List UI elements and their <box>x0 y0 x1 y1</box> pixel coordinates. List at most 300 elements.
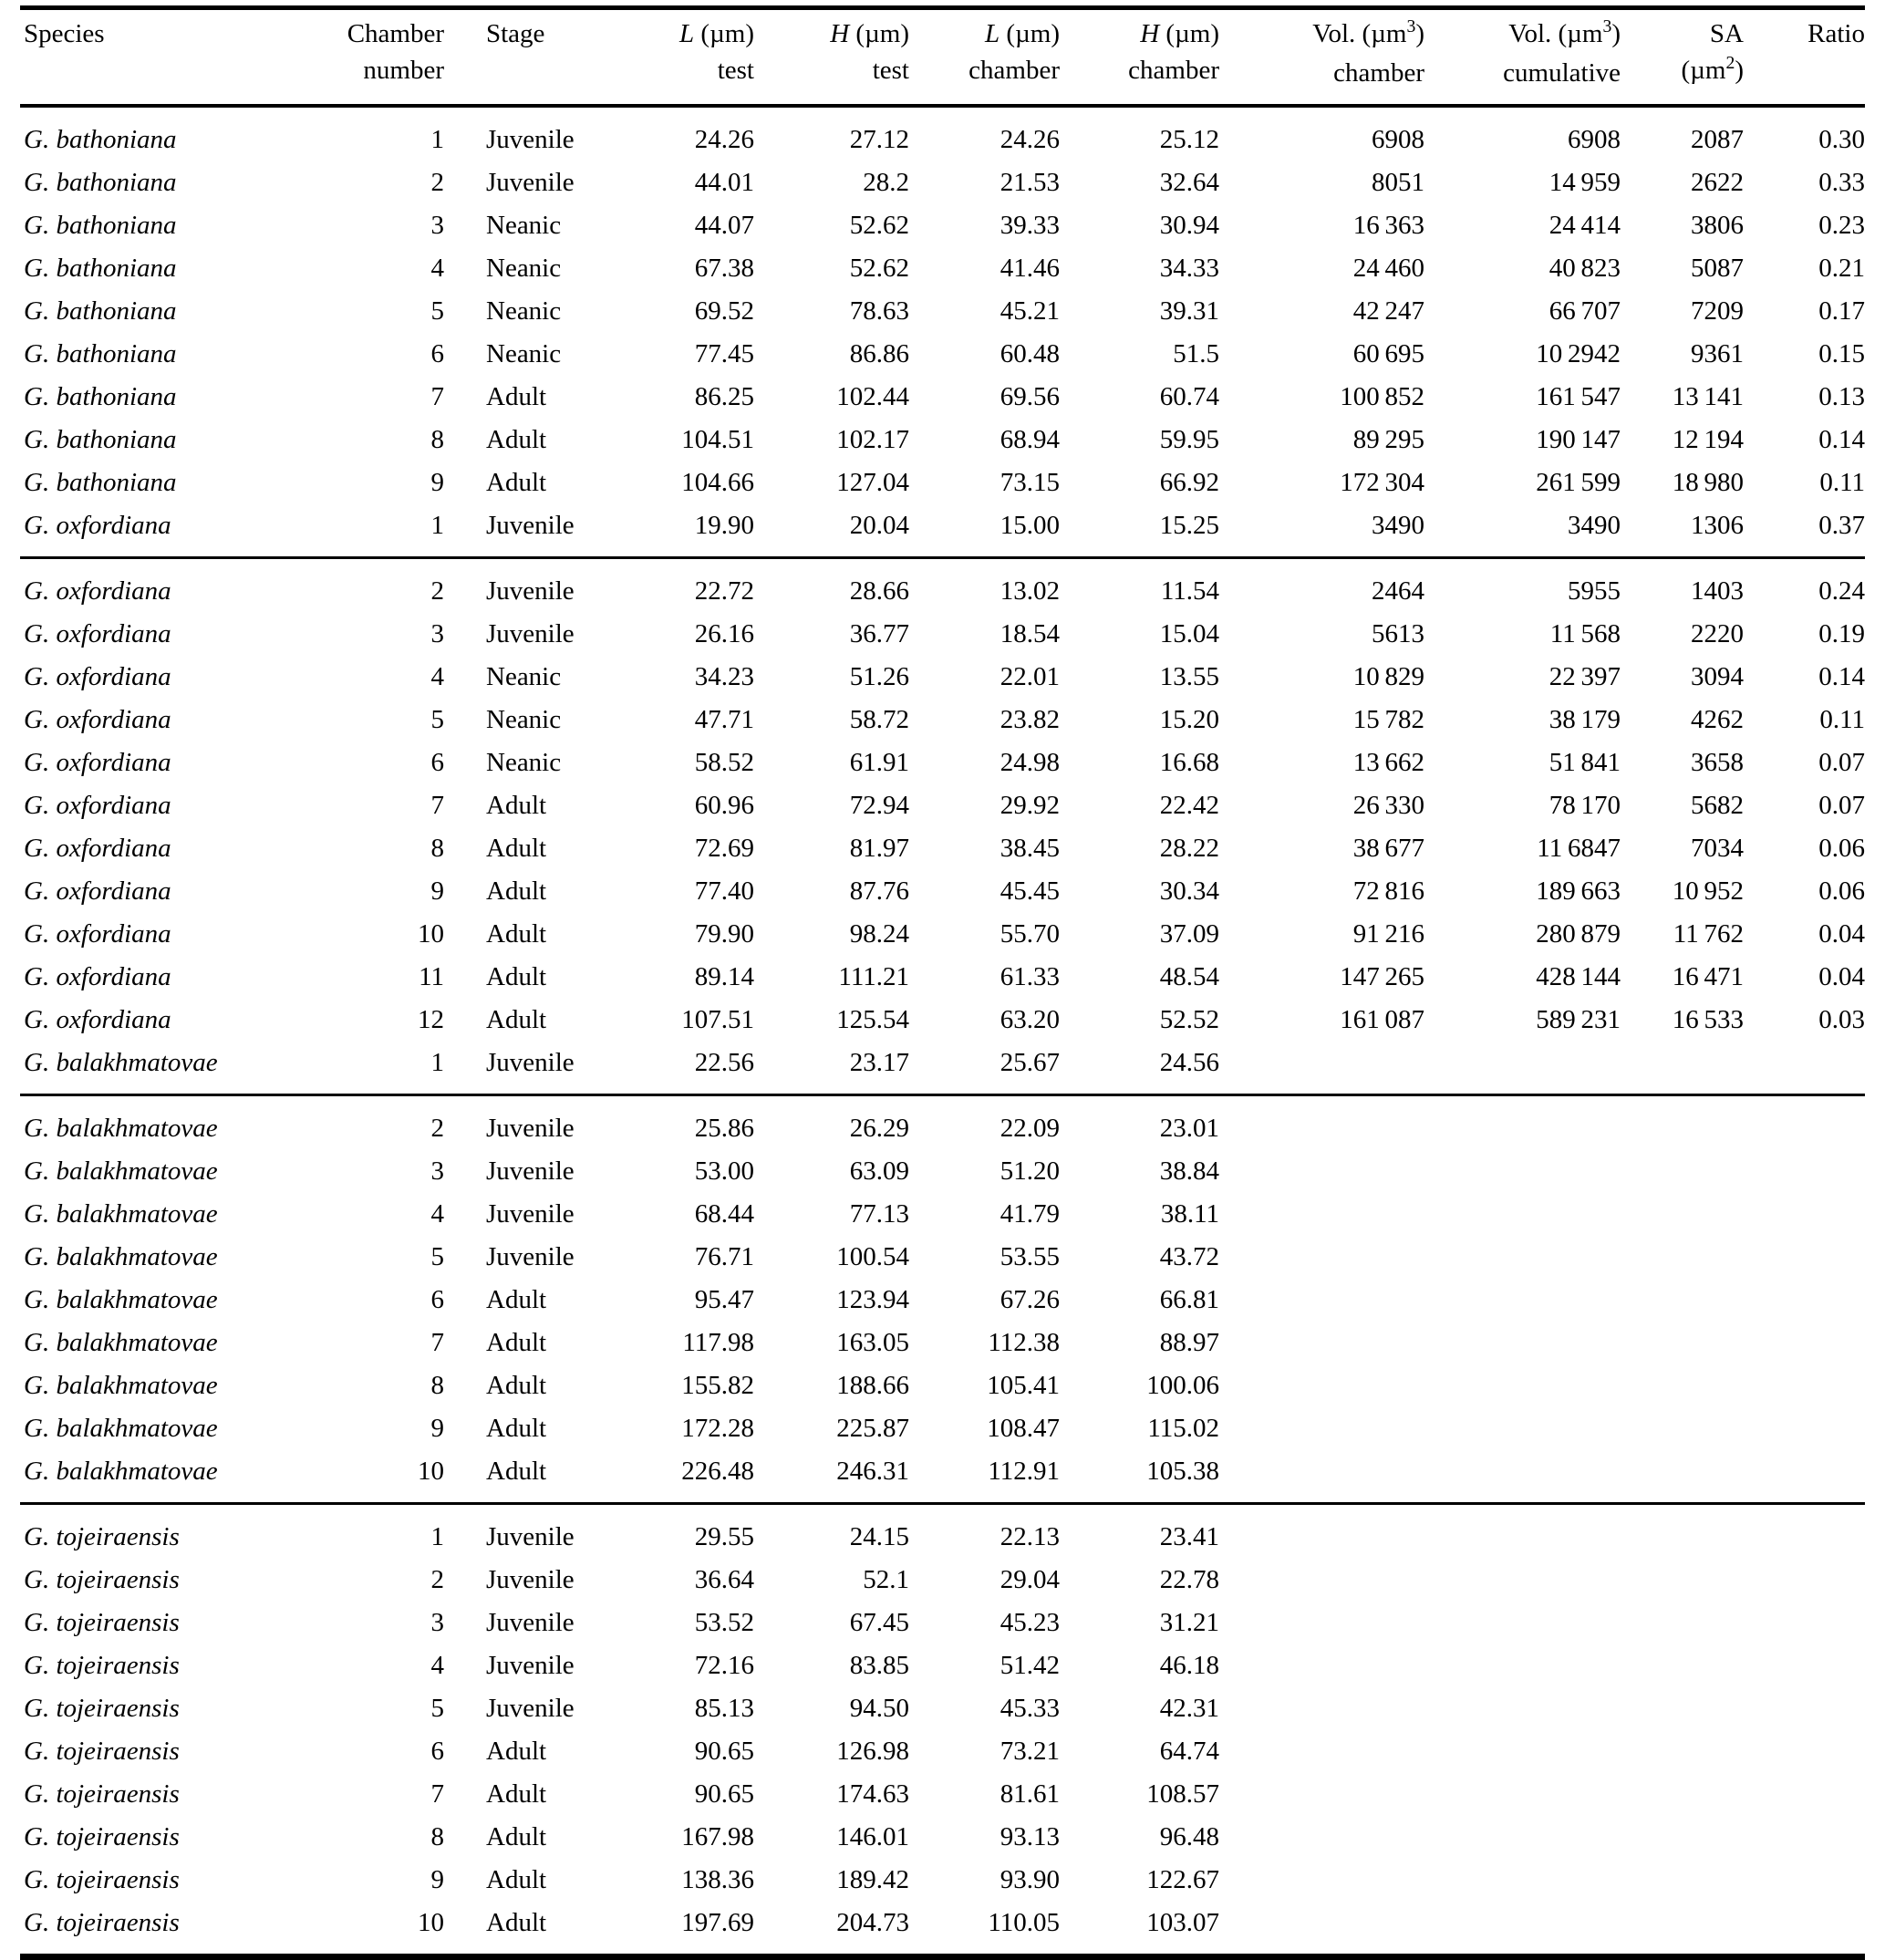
cell-species: G. oxfordiana <box>24 919 171 949</box>
table-section-2 <box>20 558 1865 1095</box>
cell-vol-cumulative <box>1424 1602 1621 1644</box>
table-row <box>20 699 1865 741</box>
cell-vol-cumulative <box>1424 1450 1621 1504</box>
cell-sa: 2087 <box>1691 125 1744 154</box>
cell-l-chamber: 93.90 <box>999 1865 1060 1894</box>
cell-h-chamber: 48.54 <box>1159 962 1219 991</box>
cell-l-test: 90.65 <box>694 1779 754 1809</box>
cell-stage: Adult <box>486 1371 547 1400</box>
cell-l-test: 85.13 <box>694 1694 754 1723</box>
cell-sa: 16 533 <box>1672 1005 1744 1034</box>
column-header-line: SA <box>1709 19 1744 48</box>
cell-sa <box>1621 1193 1744 1236</box>
cell-l-test: 76.71 <box>694 1242 754 1271</box>
cell-l-test: 60.96 <box>694 791 754 820</box>
cell-chamber-number: 2 <box>430 1114 444 1143</box>
column-header-l-chamber <box>909 8 1060 107</box>
cell-species: G. oxfordiana <box>24 662 171 691</box>
cell-species: G. balakhmatovae <box>24 1371 218 1400</box>
cell-sa <box>1621 1279 1744 1322</box>
cell-h-test: 58.72 <box>849 705 909 734</box>
cell-ratio <box>1744 1602 1865 1644</box>
cell-l-chamber: 29.04 <box>999 1565 1060 1594</box>
cell-h-test: 189.42 <box>836 1865 909 1894</box>
cell-species: G. oxfordiana <box>24 791 171 820</box>
cell-h-test: 24.15 <box>849 1522 909 1551</box>
table-section-1 <box>20 106 1865 558</box>
cell-h-test: 86.86 <box>849 339 909 368</box>
cell-h-test: 188.66 <box>836 1371 909 1400</box>
column-header-line: Vol. (µm$^3$) <box>1312 16 1424 48</box>
cell-vol-cumulative: 161 547 <box>1536 382 1621 411</box>
cell-species: G. tojeiraensis <box>24 1779 180 1809</box>
cell-h-test: 87.76 <box>849 876 909 906</box>
cell-chamber-number: 9 <box>430 1865 444 1894</box>
cell-vol-cumulative: 3490 <box>1568 511 1621 540</box>
column-header-vol-chamber <box>1219 8 1424 107</box>
cell-l-chamber: 53.55 <box>999 1242 1060 1271</box>
cell-h-test: 63.09 <box>849 1156 909 1186</box>
cell-vol-chamber <box>1219 1322 1424 1364</box>
cell-chamber-number: 5 <box>430 705 444 734</box>
table-row <box>20 419 1865 461</box>
cell-chamber-number: 1 <box>430 1522 444 1551</box>
cell-vol-cumulative: 589 231 <box>1536 1005 1621 1034</box>
cell-stage: Adult <box>486 791 547 820</box>
cell-sa: 5087 <box>1691 254 1744 283</box>
cell-stage: Adult <box>486 919 547 949</box>
cell-l-test: 77.40 <box>694 876 754 906</box>
cell-sa: 10 952 <box>1672 876 1744 906</box>
cell-l-test: 72.69 <box>694 834 754 863</box>
cell-ratio: 0.06 <box>1818 876 1865 906</box>
cell-sa: 3094 <box>1691 662 1744 691</box>
cell-species: G. tojeiraensis <box>24 1565 180 1594</box>
cell-vol-chamber: 15 782 <box>1352 705 1424 734</box>
table-row <box>20 1559 1865 1602</box>
table-section-4 <box>20 1504 1865 1957</box>
cell-ratio <box>1744 1773 1865 1816</box>
cell-stage: Adult <box>486 382 547 411</box>
cell-vol-chamber: 24 460 <box>1352 254 1424 283</box>
cell-l-test: 53.52 <box>694 1608 754 1637</box>
cell-chamber-number: 7 <box>430 1779 444 1809</box>
cell-species: G. bathoniana <box>24 254 177 283</box>
cell-ratio <box>1744 1816 1865 1859</box>
column-header-h-test <box>754 8 909 107</box>
table-row <box>20 1687 1865 1730</box>
cell-vol-cumulative <box>1424 1559 1621 1602</box>
cell-chamber-number: 8 <box>430 1371 444 1400</box>
measurements-table <box>20 5 1865 1960</box>
cell-h-test: 146.01 <box>836 1822 909 1851</box>
cell-h-chamber: 39.31 <box>1159 296 1219 326</box>
cell-ratio <box>1744 1559 1865 1602</box>
cell-sa <box>1621 1730 1744 1773</box>
cell-l-test: 104.66 <box>681 468 754 497</box>
table-row <box>20 1816 1865 1859</box>
cell-h-chamber: 103.07 <box>1146 1908 1219 1937</box>
cell-sa <box>1621 1816 1744 1859</box>
cell-ratio: 0.17 <box>1818 296 1865 326</box>
cell-stage: Juvenile <box>486 1608 575 1637</box>
column-header-line: L (µm) <box>679 19 754 48</box>
cell-h-chamber: 32.64 <box>1159 168 1219 197</box>
cell-l-chamber: 73.21 <box>999 1737 1060 1766</box>
table-row <box>20 1730 1865 1773</box>
column-header-line: number <box>363 56 444 85</box>
cell-l-test: 22.72 <box>694 576 754 606</box>
cell-stage: Neanic <box>486 211 562 240</box>
table-row <box>20 613 1865 656</box>
column-header-ratio <box>1744 8 1865 107</box>
cell-vol-chamber <box>1219 1236 1424 1279</box>
table-row <box>20 504 1865 558</box>
cell-species: G. tojeiraensis <box>24 1908 180 1937</box>
cell-species: G. balakhmatovae <box>24 1328 218 1357</box>
cell-sa: 5682 <box>1691 791 1744 820</box>
cell-stage: Adult <box>486 834 547 863</box>
table-header <box>20 8 1865 107</box>
cell-h-test: 98.24 <box>849 919 909 949</box>
cell-species: G. bathoniana <box>24 468 177 497</box>
cell-ratio: 0.04 <box>1818 962 1865 991</box>
cell-stage: Juvenile <box>486 1651 575 1680</box>
cell-sa <box>1621 1602 1744 1644</box>
cell-l-test: 172.28 <box>681 1414 754 1443</box>
cell-l-chamber: 39.33 <box>999 211 1060 240</box>
cell-sa: 2622 <box>1691 168 1744 197</box>
cell-sa <box>1621 1407 1744 1450</box>
cell-l-test: 24.26 <box>694 125 754 154</box>
cell-stage: Juvenile <box>486 619 575 648</box>
cell-l-test: 72.16 <box>694 1651 754 1680</box>
cell-chamber-number: 11 <box>419 962 444 991</box>
cell-l-chamber: 51.42 <box>999 1651 1060 1680</box>
cell-vol-cumulative: 11 568 <box>1549 619 1621 648</box>
cell-l-chamber: 41.79 <box>999 1199 1060 1229</box>
cell-stage: Neanic <box>486 748 562 777</box>
cell-h-chamber: 30.94 <box>1159 211 1219 240</box>
cell-l-chamber: 45.45 <box>999 876 1060 906</box>
cell-vol-cumulative: 51 841 <box>1548 748 1621 777</box>
cell-l-test: 138.36 <box>681 1865 754 1894</box>
cell-species: G. bathoniana <box>24 296 177 326</box>
cell-vol-chamber: 16 363 <box>1352 211 1424 240</box>
cell-l-chamber: 61.33 <box>999 962 1060 991</box>
cell-vol-chamber <box>1219 1687 1424 1730</box>
cell-ratio <box>1744 1644 1865 1687</box>
cell-vol-cumulative <box>1424 1236 1621 1279</box>
cell-h-chamber: 100.06 <box>1146 1371 1219 1400</box>
cell-l-chamber: 29.92 <box>999 791 1060 820</box>
table-row <box>20 461 1865 504</box>
cell-vol-chamber: 91 216 <box>1352 919 1424 949</box>
cell-vol-chamber <box>1219 1042 1424 1095</box>
cell-stage: Adult <box>486 1414 547 1443</box>
cell-chamber-number: 5 <box>430 296 444 326</box>
cell-sa <box>1621 1773 1744 1816</box>
cell-vol-cumulative <box>1424 1364 1621 1407</box>
cell-vol-cumulative: 78 170 <box>1548 791 1621 820</box>
cell-chamber-number: 7 <box>430 382 444 411</box>
cell-vol-cumulative <box>1424 1730 1621 1773</box>
cell-h-test: 163.05 <box>836 1328 909 1357</box>
cell-vol-chamber: 161 087 <box>1340 1005 1424 1034</box>
cell-species: G. tojeiraensis <box>24 1822 180 1851</box>
cell-species: G. tojeiraensis <box>24 1865 180 1894</box>
cell-ratio: 0.11 <box>1819 468 1865 497</box>
cell-h-chamber: 108.57 <box>1146 1779 1219 1809</box>
cell-chamber-number: 1 <box>430 1048 444 1077</box>
cell-chamber-number: 6 <box>430 1285 444 1314</box>
cell-vol-chamber <box>1219 1816 1424 1859</box>
table-row <box>20 1504 1865 1560</box>
cell-stage: Juvenile <box>486 1156 575 1186</box>
cell-h-test: 36.77 <box>849 619 909 648</box>
cell-chamber-number: 2 <box>430 576 444 606</box>
column-header-chamber-number <box>294 8 444 107</box>
cell-stage: Juvenile <box>486 1114 575 1143</box>
cell-l-chamber: 23.82 <box>999 705 1060 734</box>
cell-h-test: 52.62 <box>849 254 909 283</box>
cell-l-test: 26.16 <box>694 619 754 648</box>
cell-sa <box>1621 1236 1744 1279</box>
cell-l-chamber: 45.21 <box>999 296 1060 326</box>
cell-h-test: 100.54 <box>836 1242 909 1271</box>
cell-chamber-number: 6 <box>430 748 444 777</box>
cell-vol-cumulative <box>1424 1095 1621 1151</box>
cell-sa <box>1621 1450 1744 1504</box>
cell-l-test: 67.38 <box>694 254 754 283</box>
cell-l-chamber: 93.13 <box>999 1822 1060 1851</box>
column-header-line: Vol. (µm$^3$) <box>1508 16 1621 48</box>
cell-species: G. oxfordiana <box>24 962 171 991</box>
cell-chamber-number: 4 <box>430 1199 444 1229</box>
cell-l-test: 90.65 <box>694 1737 754 1766</box>
cell-vol-cumulative: 40 823 <box>1548 254 1621 283</box>
header-row <box>20 8 1865 107</box>
cell-ratio: 0.21 <box>1818 254 1865 283</box>
cell-chamber-number: 8 <box>430 425 444 454</box>
cell-l-chamber: 41.46 <box>999 254 1060 283</box>
cell-stage: Adult <box>486 962 547 991</box>
cell-vol-chamber <box>1219 1730 1424 1773</box>
column-header-line: chamber <box>1128 56 1219 85</box>
cell-h-test: 52.62 <box>849 211 909 240</box>
cell-vol-cumulative: 6908 <box>1568 125 1621 154</box>
cell-ratio <box>1744 1450 1865 1504</box>
cell-vol-chamber: 5613 <box>1372 619 1424 648</box>
cell-chamber-number: 7 <box>430 1328 444 1357</box>
cell-stage: Neanic <box>486 705 562 734</box>
cell-species: G. balakhmatovae <box>24 1156 218 1186</box>
cell-stage: Juvenile <box>486 576 575 606</box>
cell-h-chamber: 25.12 <box>1159 125 1219 154</box>
cell-vol-chamber: 42 247 <box>1352 296 1424 326</box>
cell-sa: 9361 <box>1691 339 1744 368</box>
table-row <box>20 161 1865 204</box>
cell-vol-chamber: 72 816 <box>1352 876 1424 906</box>
cell-vol-cumulative: 11 6847 <box>1537 834 1621 863</box>
cell-h-chamber: 15.25 <box>1159 511 1219 540</box>
cell-vol-chamber <box>1219 1407 1424 1450</box>
table-row <box>20 204 1865 247</box>
cell-h-chamber: 16.68 <box>1159 748 1219 777</box>
cell-l-test: 44.01 <box>694 168 754 197</box>
cell-l-test: 104.51 <box>681 425 754 454</box>
cell-vol-cumulative: 22 397 <box>1548 662 1621 691</box>
cell-ratio <box>1744 1902 1865 1957</box>
cell-chamber-number: 6 <box>430 1737 444 1766</box>
cell-sa: 1403 <box>1691 576 1744 606</box>
cell-sa <box>1621 1859 1744 1902</box>
cell-sa <box>1621 1364 1744 1407</box>
cell-h-test: 20.04 <box>849 511 909 540</box>
cell-l-chamber: 15.00 <box>999 511 1060 540</box>
cell-ratio <box>1744 1150 1865 1193</box>
cell-l-chamber: 21.53 <box>999 168 1060 197</box>
cell-l-chamber: 24.26 <box>999 125 1060 154</box>
column-header-stage <box>444 8 604 107</box>
cell-vol-chamber: 38 677 <box>1352 834 1424 863</box>
cell-h-test: 27.12 <box>849 125 909 154</box>
cell-species: G. tojeiraensis <box>24 1651 180 1680</box>
cell-stage: Juvenile <box>486 1199 575 1229</box>
cell-h-chamber: 66.92 <box>1159 468 1219 497</box>
cell-ratio <box>1744 1504 1865 1560</box>
cell-sa: 12 194 <box>1672 425 1744 454</box>
cell-l-test: 19.90 <box>694 511 754 540</box>
cell-l-chamber: 13.02 <box>999 576 1060 606</box>
column-header-line: H (µm) <box>1140 19 1219 48</box>
cell-vol-cumulative: 189 663 <box>1536 876 1621 906</box>
cell-h-test: 67.45 <box>849 1608 909 1637</box>
cell-stage: Juvenile <box>486 1242 575 1271</box>
cell-chamber-number: 5 <box>430 1242 444 1271</box>
cell-l-test: 107.51 <box>681 1005 754 1034</box>
cell-stage: Adult <box>486 1285 547 1314</box>
cell-species: G. bathoniana <box>24 125 177 154</box>
cell-chamber-number: 9 <box>430 468 444 497</box>
cell-vol-cumulative: 190 147 <box>1536 425 1621 454</box>
cell-h-test: 28.2 <box>863 168 909 197</box>
cell-vol-chamber: 89 295 <box>1352 425 1424 454</box>
cell-h-chamber: 38.84 <box>1159 1156 1219 1186</box>
cell-ratio <box>1744 1236 1865 1279</box>
cell-l-chamber: 55.70 <box>999 919 1060 949</box>
cell-sa: 13 141 <box>1672 382 1744 411</box>
cell-h-test: 81.97 <box>849 834 909 863</box>
cell-ratio <box>1744 1730 1865 1773</box>
cell-l-chamber: 67.26 <box>999 1285 1060 1314</box>
cell-stage: Adult <box>486 468 547 497</box>
table-row <box>20 870 1865 913</box>
cell-h-test: 72.94 <box>849 791 909 820</box>
cell-species: G. oxfordiana <box>24 619 171 648</box>
cell-stage: Juvenile <box>486 168 575 197</box>
cell-vol-chamber: 60 695 <box>1352 339 1424 368</box>
cell-stage: Adult <box>486 1457 547 1486</box>
column-header-line: L (µm) <box>985 19 1060 48</box>
cell-l-test: 89.14 <box>694 962 754 991</box>
cell-chamber-number: 3 <box>430 211 444 240</box>
table-row <box>20 1322 1865 1364</box>
column-header-line: (µm$^2$) <box>1681 53 1744 85</box>
cell-vol-cumulative <box>1424 1042 1621 1095</box>
cell-sa <box>1621 1095 1744 1151</box>
cell-sa: 7209 <box>1691 296 1744 326</box>
cell-h-test: 204.73 <box>836 1908 909 1937</box>
cell-stage: Neanic <box>486 662 562 691</box>
cell-sa <box>1621 1687 1744 1730</box>
cell-vol-cumulative <box>1424 1816 1621 1859</box>
cell-ratio: 0.33 <box>1818 168 1865 197</box>
cell-h-test: 61.91 <box>849 748 909 777</box>
cell-vol-cumulative: 5955 <box>1568 576 1621 606</box>
table-section-3 <box>20 1095 1865 1504</box>
cell-h-test: 52.1 <box>863 1565 909 1594</box>
cell-stage: Neanic <box>486 296 562 326</box>
table-row <box>20 1193 1865 1236</box>
cell-vol-cumulative <box>1424 1644 1621 1687</box>
cell-stage: Neanic <box>486 254 562 283</box>
cell-stage: Adult <box>486 1005 547 1034</box>
cell-sa <box>1621 1042 1744 1095</box>
cell-vol-chamber: 3490 <box>1372 511 1424 540</box>
cell-sa: 16 471 <box>1672 962 1744 991</box>
cell-h-test: 23.17 <box>849 1048 909 1077</box>
cell-species: G. bathoniana <box>24 425 177 454</box>
cell-vol-cumulative: 14 959 <box>1548 168 1621 197</box>
cell-vol-cumulative: 280 879 <box>1536 919 1621 949</box>
cell-species: G. oxfordiana <box>24 511 171 540</box>
cell-stage: Adult <box>486 1779 547 1809</box>
cell-h-chamber: 122.67 <box>1146 1865 1219 1894</box>
column-header-line: H (µm) <box>830 19 909 48</box>
cell-h-chamber: 24.56 <box>1159 1048 1219 1077</box>
cell-ratio: 0.30 <box>1818 125 1865 154</box>
cell-ratio <box>1744 1407 1865 1450</box>
cell-chamber-number: 3 <box>430 1156 444 1186</box>
column-header-line: cumulative <box>1503 58 1621 88</box>
cell-l-test: 47.71 <box>694 705 754 734</box>
cell-h-chamber: 23.01 <box>1159 1114 1219 1143</box>
cell-chamber-number: 5 <box>430 1694 444 1723</box>
table-row <box>20 956 1865 999</box>
cell-vol-chamber: 172 304 <box>1340 468 1424 497</box>
cell-h-chamber: 13.55 <box>1159 662 1219 691</box>
table-row <box>20 290 1865 333</box>
cell-chamber-number: 4 <box>430 1651 444 1680</box>
cell-species: G. oxfordiana <box>24 1005 171 1034</box>
cell-species: G. balakhmatovae <box>24 1048 218 1077</box>
cell-vol-chamber <box>1219 1150 1424 1193</box>
cell-ratio <box>1744 1279 1865 1322</box>
cell-l-test: 79.90 <box>694 919 754 949</box>
cell-l-test: 86.25 <box>694 382 754 411</box>
column-header-line: test <box>717 56 754 85</box>
table-row <box>20 1095 1865 1151</box>
cell-species: G. tojeiraensis <box>24 1522 180 1551</box>
cell-chamber-number: 7 <box>430 791 444 820</box>
table-row <box>20 1859 1865 1902</box>
cell-h-test: 83.85 <box>849 1651 909 1680</box>
cell-species: G. oxfordiana <box>24 576 171 606</box>
cell-h-chamber: 115.02 <box>1147 1414 1219 1443</box>
cell-h-chamber: 22.78 <box>1159 1565 1219 1594</box>
cell-vol-chamber <box>1219 1364 1424 1407</box>
